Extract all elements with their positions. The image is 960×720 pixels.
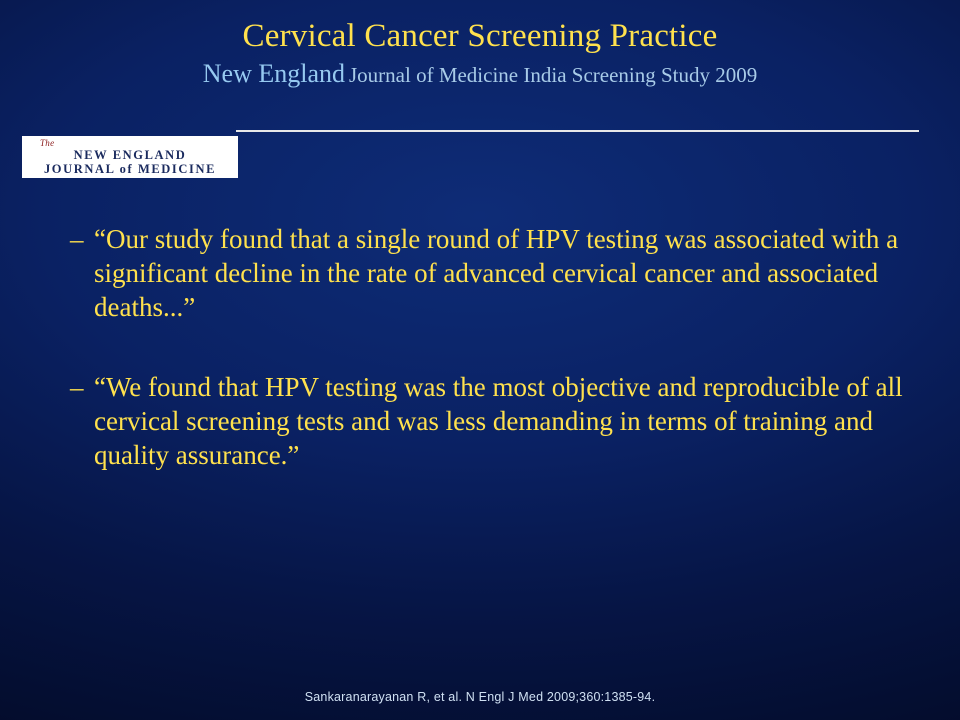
list-item xyxy=(70,222,910,324)
bullet-marker: – xyxy=(70,224,84,254)
quote-list xyxy=(70,222,910,518)
bullet-marker: – xyxy=(70,372,84,402)
title-divider xyxy=(236,130,919,132)
nejm-logo-line1: NEW ENGLAND xyxy=(73,148,187,162)
citation: Sankaranarayanan R, et al. N Engl J Med 2009;360:1385-94. xyxy=(304,690,656,704)
nejm-logo-line2: JOURNAL of MEDICINE xyxy=(43,162,217,176)
subtitle-detail: Journal of Medicine India Screening Study 2009 xyxy=(349,63,758,87)
nejm-logo xyxy=(22,136,238,178)
quote-text: “We found that HPV testing was the most objective and reproducible of all cervical screening tests and was less demanding in terms of training and quality assurance.” xyxy=(94,372,903,470)
quote-text: “Our study found that a single round of HPV testing was associated with a significant decline in the rate of advanced cervical cancer and associated deaths...” xyxy=(94,224,899,322)
nejm-logo-the: The xyxy=(40,138,55,148)
list-item xyxy=(70,370,910,472)
subtitle-journal-name: New England xyxy=(202,59,345,88)
title-block xyxy=(0,16,960,93)
subtitle xyxy=(0,59,960,93)
page-title: Cervical Cancer Screening Practice xyxy=(242,18,718,54)
